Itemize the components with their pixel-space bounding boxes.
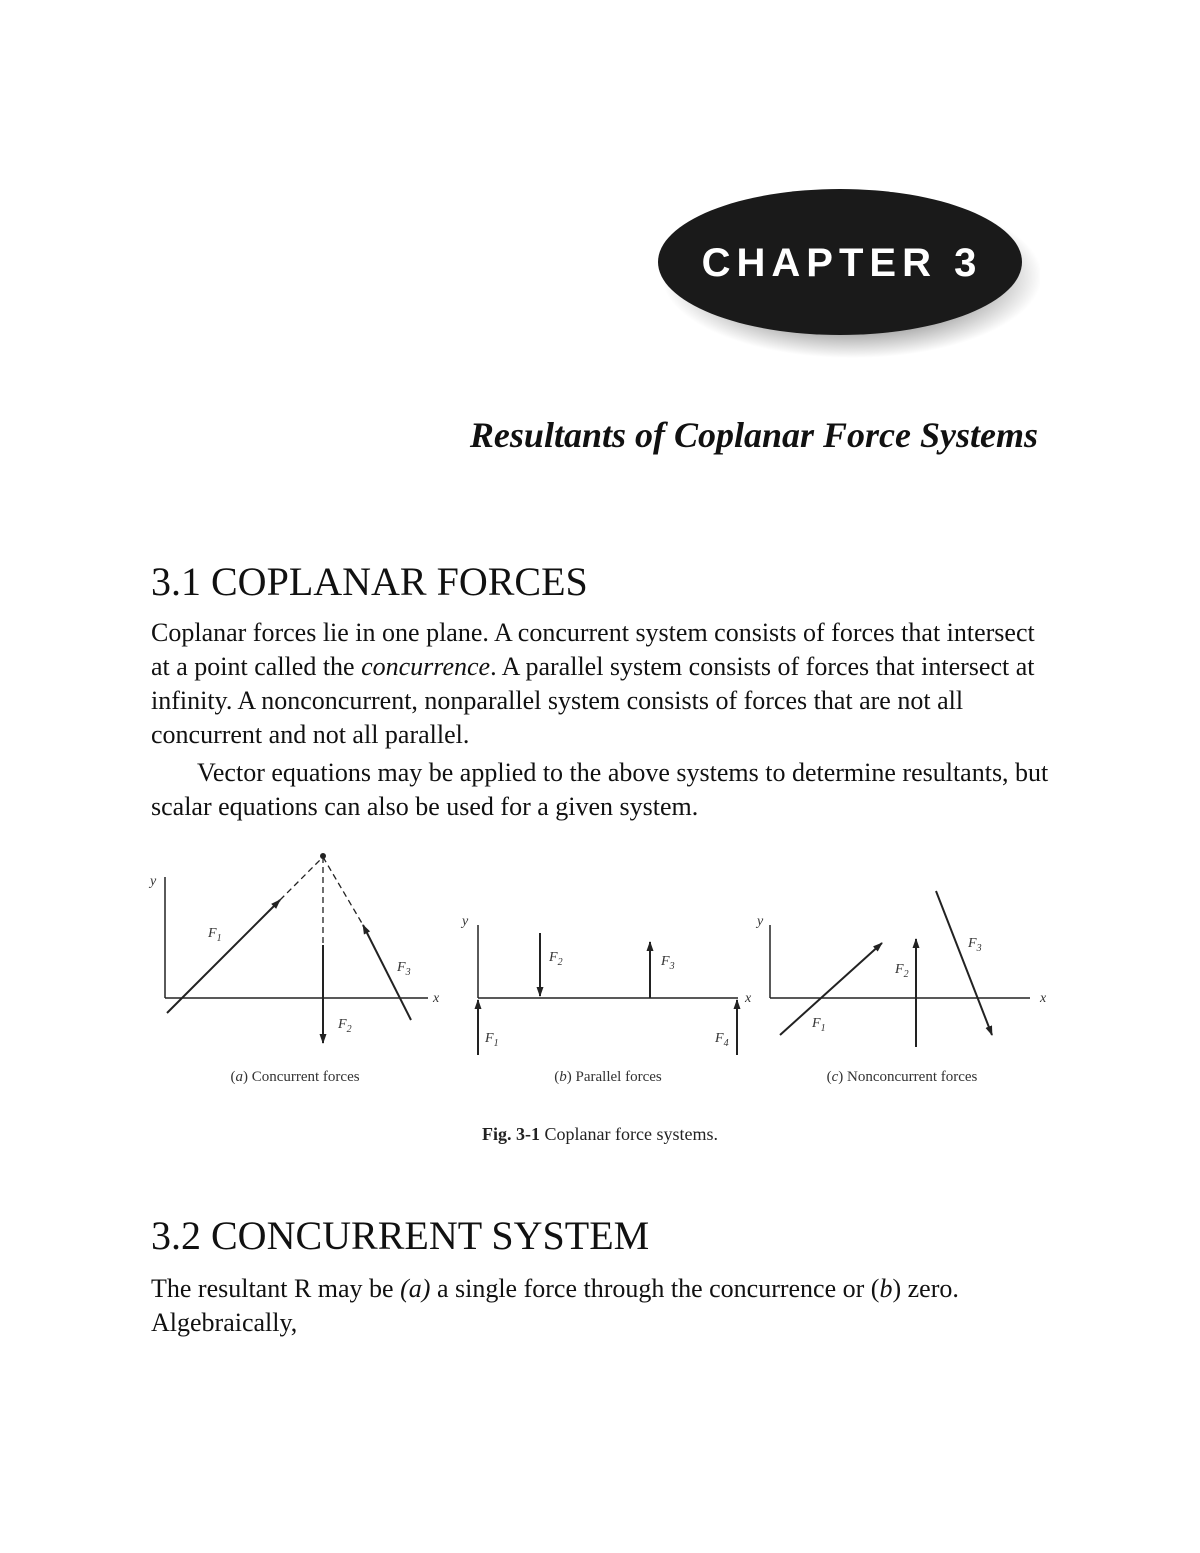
y-axis-label: y	[462, 914, 469, 929]
force-label-f4: $F_4$	[715, 1031, 729, 1049]
panel-parallel	[460, 914, 752, 1085]
force-arrow-f1	[780, 943, 882, 1035]
y-axis-label: y	[757, 914, 764, 929]
x-axis-label: x	[433, 991, 440, 1006]
force-arrow-f1	[167, 900, 280, 1013]
panel-caption: (c) Nonconcurrent forces	[826, 1069, 978, 1085]
chapter-badge	[640, 180, 1040, 360]
figure-number: Fig. 3-1	[482, 1124, 541, 1144]
paragraph: Vector equations may be applied to the above systems to determine resultants, but scalar equations can also be used for a given system.	[151, 758, 1049, 821]
panel-caption: (b) Parallel forces	[554, 1069, 662, 1085]
force-label-f2: $F_2$	[895, 962, 909, 980]
force-label-f3: $F_3$	[397, 960, 411, 978]
force-label-f1: $F_1$	[208, 926, 222, 944]
text-run: a single force through the concurrence or (	[430, 1274, 880, 1303]
concurrence-point	[320, 853, 326, 859]
y-axis-label: y	[150, 874, 157, 889]
paragraph	[151, 616, 1056, 752]
force-label-f3: $F_3$	[968, 936, 982, 954]
text-run: ) zero. Algebraically,	[151, 1274, 959, 1337]
panel-caption: (a) Concurrent forces	[230, 1069, 360, 1085]
force-label-f1: $F_1$	[812, 1016, 826, 1034]
line-of-action	[280, 857, 323, 900]
figure-caption-text: Coplanar force systems.	[540, 1124, 718, 1144]
emphasis-text: (a)	[400, 1274, 431, 1303]
text-run: The resultant R may be	[151, 1274, 401, 1303]
force-label-f3: $F_3$	[661, 954, 675, 972]
paragraph	[151, 1272, 1056, 1340]
force-label-f1: $F_1$	[485, 1031, 499, 1049]
section-heading: 3.1 COPLANAR FORCES	[151, 559, 588, 604]
chapter-label: CHAPTER 3	[701, 241, 983, 285]
force-systems-figure	[140, 845, 1070, 1095]
line-of-action	[323, 857, 363, 925]
x-axis-label: x	[1040, 991, 1047, 1006]
panel-nonconcurrent	[755, 891, 1047, 1085]
x-axis-label: x	[745, 991, 752, 1006]
force-label-f2: $F_2$	[338, 1017, 352, 1035]
emphasis-text: concurrence	[361, 652, 491, 681]
text-run: . A parallel system consists of forces that intersect at infinity. A nonconcurrent, nonparallel system consists of forces that are not all concurrent and not all parallel.	[151, 652, 1035, 749]
emphasis-text: b	[879, 1274, 893, 1303]
figure-caption	[0, 1124, 1200, 1145]
text-run: Coplanar forces lie in one plane. A concurrent system consists of forces that intersect at a point called the	[151, 618, 1035, 681]
chapter-title: Resultants of Coplanar Force Systems	[469, 415, 1038, 455]
force-arrow-f3	[936, 891, 992, 1035]
force-label-f2: $F_2$	[549, 950, 563, 968]
section-heading: 3.2 CONCURRENT SYSTEM	[151, 1213, 650, 1258]
panel-concurrent	[148, 853, 440, 1085]
